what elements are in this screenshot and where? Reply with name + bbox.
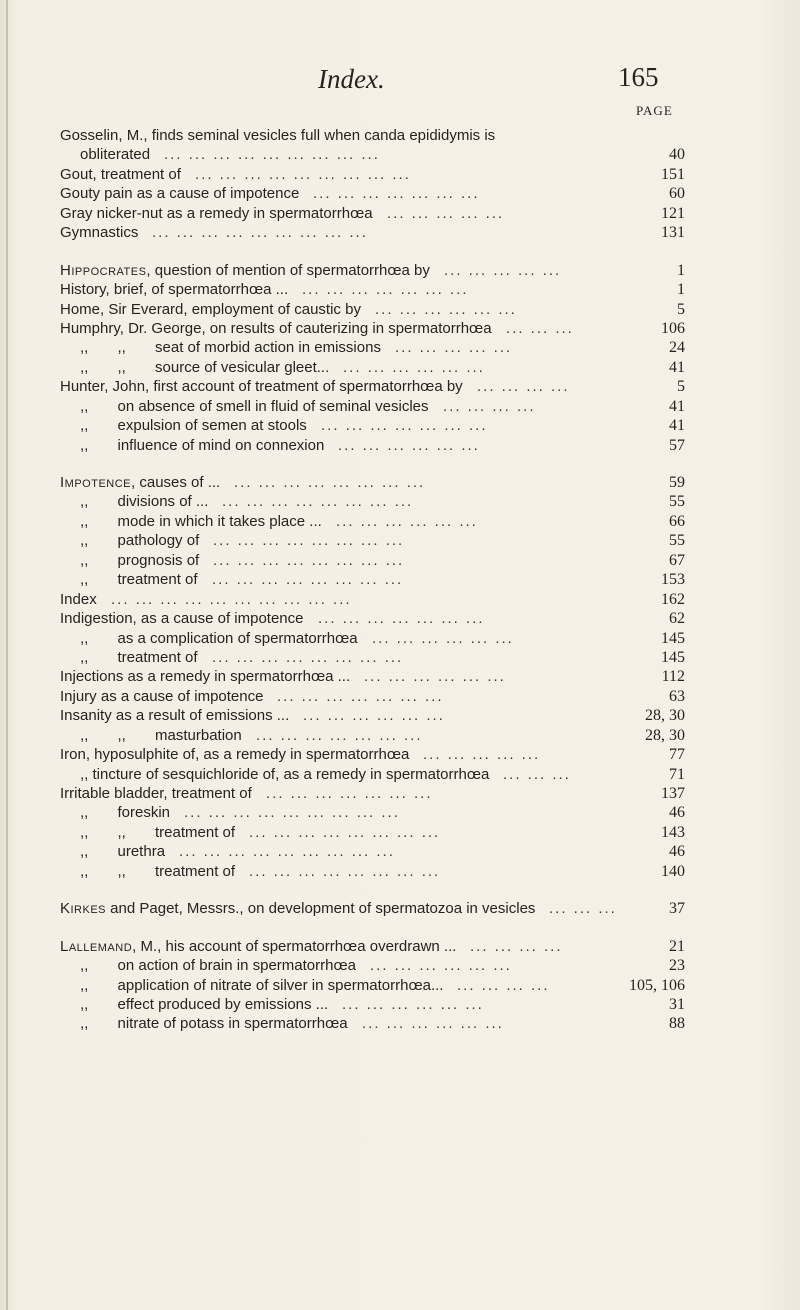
index-entry [60,823,685,842]
entry-text: ,, on absence of smell in fluid of seminal vesicles [80,397,429,415]
entry-text: ,, influence of mind on connexion [80,436,325,454]
dot-leader: ... ... ... [503,765,571,783]
index-entry [60,126,685,145]
index-entry [60,338,685,357]
entry-text: ,, ,, masturbation [80,726,242,744]
index-entry [60,706,685,725]
index-entry [60,280,685,299]
entry-page-ref: 88 [669,1015,685,1033]
dot-leader: ... ... ... ... [443,397,536,415]
index-entry [60,416,685,435]
dot-leader: ... ... ... ... ... [444,261,562,279]
dot-leader: ... ... ... ... ... [423,746,541,764]
entry-text: ,, mode in which it takes place ... [80,512,322,530]
dot-leader: ... ... ... ... ... ... [364,668,506,686]
entry-text: ,, nitrate of potass in spermatorrhœa [80,1015,348,1033]
index-entry [60,570,685,589]
index-entry [60,667,685,686]
entry-page-ref: 145 [661,648,685,666]
entry-page-ref: 151 [661,165,685,183]
entry-page-ref: 60 [669,185,685,203]
entry-text: Humphry, Dr. George, on results of cauterizing in spermatorrhœa [60,319,492,337]
index-entry [60,842,685,861]
entry-page-ref: 5 [677,378,685,396]
index-entry [60,223,685,242]
index-entry [60,745,685,764]
dot-leader: ... ... ... ... ... [395,339,513,357]
index-entry [60,1014,685,1033]
entry-text: Indigestion, as a cause of impotence [60,610,304,628]
index-entry [60,319,685,338]
index-entry [60,629,685,648]
entry-page-ref: 140 [661,862,685,880]
entry-page-ref: 41 [669,417,685,435]
entry-page-ref: 28, 30 [645,707,685,725]
entry-text: ,, expulsion of semen at stools [80,417,307,435]
dot-leader: ... ... ... [549,900,617,918]
dot-leader: ... ... ... ... [457,976,550,994]
index-entry [60,590,685,609]
index-entry [60,956,685,975]
dot-leader: ... ... ... ... ... ... ... ... [213,532,405,550]
index-entry [60,862,685,881]
page-number: 165 [618,62,659,92]
entry-page-ref: 40 [669,146,685,164]
entry-page-ref: 162 [661,590,685,608]
index-entry [60,261,685,280]
dot-leader: ... ... ... ... ... ... ... [266,785,433,802]
entry-page-ref: 59 [669,474,685,491]
entry-page-ref: 137 [661,785,685,802]
dot-leader: ... ... ... ... ... ... ... ... ... [152,224,368,242]
entry-page-ref: 106 [661,319,685,337]
dot-leader: ... ... ... ... ... ... ... ... [234,474,426,491]
entry-page-ref: 55 [669,493,685,511]
dot-leader: ... ... ... ... ... ... ... [321,417,488,435]
running-header [0,64,800,100]
entry-page-ref: 5 [677,300,685,318]
dot-leader: ... ... ... ... ... ... ... ... ... ... [111,590,352,608]
entry-page-ref: 23 [669,957,685,975]
entry-page-ref: 63 [669,687,685,705]
entry-text: ,, effect produced by emissions ... [80,995,329,1013]
index-entry [60,803,685,822]
entry-page-ref: 105, 106 [629,976,685,994]
entry-text: Home, Sir Everard, employment of caustic by [60,300,361,318]
entry-text: obliterated [80,146,151,164]
dot-leader: ... ... ... ... ... ... [303,707,445,725]
entry-text: Gymnastics [60,224,139,242]
dot-leader: ... ... ... ... ... ... ... [313,185,480,203]
dot-leader: ... ... ... [506,319,574,337]
entry-text: Index [60,590,97,608]
index-entry [60,976,685,995]
entry-page-ref: 1 [677,281,685,299]
entry-text: Gout, treatment of [60,165,181,183]
index-entry [60,184,685,203]
entry-text: ,, prognosis of [80,551,200,569]
entry-page-ref: 62 [669,610,685,628]
entry-page-ref: 31 [669,995,685,1013]
index-entry [60,648,685,667]
dot-leader: ... ... ... ... ... ... [336,512,478,530]
entry-text: ,, tincture of sesquichloride of, as a remedy in spermatorrhœa [80,765,490,783]
dot-leader: ... ... ... ... ... ... [343,358,485,376]
entry-text: ,, ,, source of vesicular gleet... [80,358,330,376]
index-entry [60,531,685,550]
dot-leader: ... ... ... ... ... ... ... [256,726,423,744]
index-entry [60,204,685,223]
entry-page-ref: 28, 30 [645,726,685,744]
index-entry [60,397,685,416]
entry-text: Hippocrates, question of mention of spermatorrhœa by [60,261,430,279]
entry-page-ref: 41 [669,358,685,376]
index-letter-group [60,473,685,881]
dot-leader: ... ... ... ... ... ... ... ... ... [195,165,411,183]
entry-page-ref: 71 [669,765,685,783]
index-entry [60,726,685,745]
entry-page-ref: 121 [661,204,685,222]
index-entries [60,126,685,1034]
index-entry [60,899,685,918]
group-spacer [60,455,685,473]
index-entry [60,512,685,531]
entry-text: ,, treatment of [80,648,198,666]
entry-text: Gouty pain as a cause of impotence [60,185,300,203]
entry-text: Iron, hyposulphite of, as a remedy in spermatorrhœa [60,746,410,764]
entry-page-ref: 1 [677,261,685,279]
entry-text: ,, treatment of [80,571,198,589]
index-letter-group [60,899,685,918]
entry-text: ,, application of nitrate of silver in spermatorrhœa... [80,976,444,994]
dot-leader: ... ... ... ... ... ... ... ... ... [184,804,400,822]
dot-leader: ... ... ... ... ... ... [362,1015,504,1033]
entry-page-ref: 77 [669,746,685,764]
entry-text: ,, pathology of [80,532,200,550]
dot-leader: ... ... ... ... ... ... [342,995,484,1013]
entry-page-ref: 145 [661,629,685,647]
entry-page-ref: 24 [669,339,685,357]
index-letter-group [60,261,685,455]
entry-text: ,, ,, seat of morbid action in emissions [80,339,381,357]
dot-leader: ... ... ... ... ... ... ... ... [213,551,405,569]
entry-page-ref: 143 [661,823,685,841]
entry-text: Insanity as a result of emissions ... [60,707,290,725]
entry-text: Gosselin, M., finds seminal vesicles full when canda epididymis is [60,127,496,144]
dot-leader: ... ... ... ... [477,378,570,396]
index-entry [60,687,685,706]
dot-leader: ... ... ... ... ... ... ... [277,687,444,705]
dot-leader: ... ... ... ... ... ... ... ... [249,823,441,841]
entry-page-ref: 46 [669,843,685,861]
index-entry [60,358,685,377]
index-entry [60,995,685,1014]
page-column-label: PAGE [636,103,673,118]
index-letter-group [60,937,685,1034]
dot-leader: ... ... ... ... ... ... ... ... ... [164,146,380,164]
dot-leader: ... ... ... ... ... ... [375,300,517,318]
entry-text: History, brief, of spermatorrhœa ... [60,281,289,299]
index-entry [60,377,685,396]
index-entry [60,473,685,492]
entry-page-ref: 57 [669,436,685,454]
dot-leader: ... ... ... ... ... ... [370,957,512,975]
dot-leader: ... ... ... ... ... ... ... ... [222,493,414,511]
dot-leader: ... ... ... ... ... ... [338,436,480,454]
entry-page-ref: 67 [669,551,685,569]
dot-leader: ... ... ... ... ... ... ... ... [212,571,404,589]
entry-page-ref: 131 [661,224,685,242]
index-entry [60,784,685,803]
entry-text: ,, divisions of ... [80,493,209,511]
index-entry [60,145,685,164]
entry-page-ref: 55 [669,532,685,550]
entry-text: Hunter, John, first account of treatment of spermatorrhœa by [60,378,463,396]
index-entry [60,609,685,628]
index-letter-group [60,126,685,243]
index-entry [60,937,685,956]
entry-text: ,, urethra [80,843,166,861]
entry-text: Injury as a cause of impotence [60,687,264,705]
group-spacer [60,881,685,899]
index-entry [60,436,685,455]
index-entry [60,765,685,784]
index-entry [60,492,685,511]
entry-page-ref: 46 [669,804,685,822]
entry-text: Gray nicker-nut as a remedy in spermatorrhœa [60,204,373,222]
group-spacer [60,919,685,937]
entry-text: Irritable bladder, treatment of [60,785,252,802]
dot-leader: ... ... ... ... ... [387,204,505,222]
entry-text: Lallemand, M., his account of spermatorrhœa overdrawn ... [60,937,457,955]
dot-leader: ... ... ... ... ... ... ... [302,281,469,299]
entry-page-ref: 41 [669,397,685,415]
index-entry [60,551,685,570]
dot-leader: ... ... ... ... ... ... [372,629,514,647]
group-spacer [60,243,685,261]
page-gutter [6,0,8,1310]
dot-leader: ... ... ... ... ... ... ... ... ... [179,843,395,861]
dot-leader: ... ... ... ... ... ... ... ... [249,862,441,880]
running-title: Index. [318,64,385,94]
index-entry [60,165,685,184]
entry-page-ref: 66 [669,512,685,530]
entry-page-ref: 21 [669,937,685,955]
dot-leader: ... ... ... ... [470,937,563,955]
entry-text: ,, ,, treatment of [80,862,236,880]
entry-text: Impotence, causes of ... [60,474,221,491]
entry-text: ,, foreskin [80,804,171,822]
dot-leader: ... ... ... ... ... ... ... ... [212,648,404,666]
entry-text: Kirkes and Paget, Messrs., on development of spermatozoa in vesicles [60,900,536,918]
dot-leader: ... ... ... ... ... ... ... [318,610,485,628]
entry-text: ,, ,, treatment of [80,823,236,841]
entry-text: ,, on action of brain in spermatorrhœa [80,957,356,975]
entry-text: Injections as a remedy in spermatorrhœa ... [60,668,351,686]
entry-page-ref: 37 [669,900,685,918]
entry-page-ref: 112 [661,668,685,686]
entry-page-ref: 153 [661,571,685,589]
index-entry [60,300,685,319]
entry-text: ,, as a complication of spermatorrhœa [80,629,358,647]
